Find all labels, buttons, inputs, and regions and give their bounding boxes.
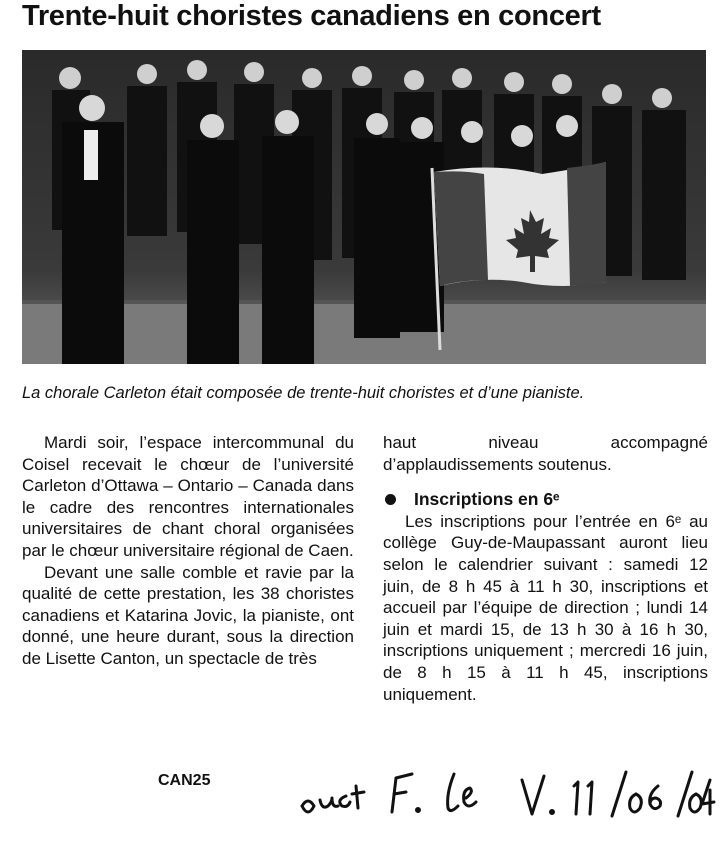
choir-photo	[22, 50, 706, 364]
choir-photo-illustration	[22, 50, 706, 364]
subheading-text: Inscriptions en 6ᵉ	[414, 489, 560, 510]
article-column-2	[383, 432, 708, 705]
article-title: Trente-huit choristes canadiens en concert	[22, 0, 601, 32]
paragraph: Devant une salle comble et ravie par la qualité de cette prestation, les 38 choristes canadiens et Katarina Jovic, la pianiste, ont donné, une heure durant, sous la direction de Lisette Canton, un spectacle de très	[22, 562, 354, 668]
page-tag: CAN25	[158, 772, 211, 789]
paragraph: Mardi soir, l’espace intercommunal du Coisel recevait le chœur de l’université Carleton d’Ottawa – Ontario – Canada dans le cadre des rencontres internationales universitaires de chant choral organisées par le chœur universitaire régional de Caen.	[22, 433, 354, 560]
paragraph-continuation: haut niveau accompagné d’applaudissements soutenus.	[383, 433, 708, 474]
article-column-1	[22, 432, 354, 670]
subheading	[383, 489, 708, 511]
paragraph: Les inscriptions pour l’entrée en 6ᵉ au collège Guy-de-Maupassant auront lieu selon le calendrier suivant : samedi 12 juin, de 8 h 45 à 11 h 30, inscriptions et accueil par l’équipe de direction ; lundi 14 juin et mardi 15, de 13 h 30 à 16 h 30, inscriptions uniquement ; mercredi 16 juin, de 8 h 15 à 11 h 45, inscriptions uniquement.	[383, 511, 708, 704]
handwritten-signature	[296, 766, 716, 836]
photo-caption: La chorale Carleton était composée de trente-huit choristes et d’une pianiste.	[22, 384, 585, 402]
bullet-icon	[385, 494, 396, 505]
